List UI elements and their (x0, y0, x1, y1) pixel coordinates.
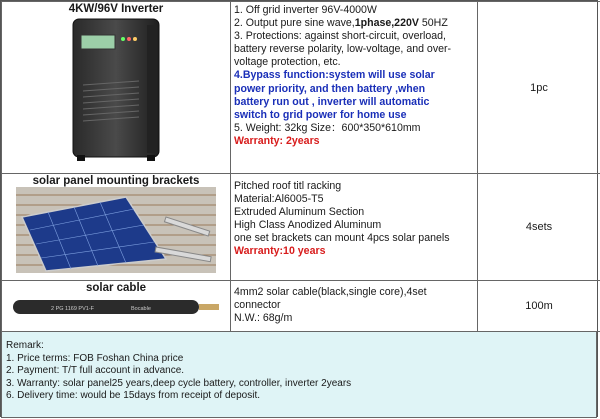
spec-line: Extruded Aluminum Section (234, 206, 365, 219)
solar-panel-image (16, 187, 216, 273)
solar-cable-image (11, 294, 221, 322)
brackets-description (231, 174, 478, 281)
spec-line: High Class Anodized Aluminum (234, 219, 382, 232)
cable-print: 2 PG 1169 PV1-F (51, 306, 95, 312)
remark-heading: Remark: (6, 340, 44, 351)
bypass-line: 4.Bypass function:system will use solar (234, 69, 435, 82)
inverter-description (231, 2, 478, 174)
spec-line: 1. Off grid inverter 96V-4000W (234, 4, 377, 16)
spec-line: 2. Output pure sine wave,1phase,220V 50HZ (234, 17, 448, 30)
spec-line: one set brackets can mount 4pcs solar panels (234, 232, 450, 245)
warranty-line: Warranty: 2years (234, 134, 320, 147)
remark-section (1, 332, 597, 418)
cable-image-cell (2, 281, 231, 332)
spec-line: Material:Al6005-T5 (234, 193, 324, 206)
spec-line: battery reverse polarity, low-voltage, and over- (234, 43, 452, 56)
spec-line: 3. Protections: against short-circuit, overload, (234, 30, 446, 43)
product-table (1, 1, 600, 332)
table-row-cable (2, 281, 600, 332)
inverter-image-cell (2, 2, 231, 174)
table-row-brackets (2, 174, 600, 281)
spec-line: connector (234, 299, 281, 312)
brackets-title: solar panel mounting brackets (32, 175, 200, 187)
brackets-quantity: 4sets (478, 174, 600, 281)
remark-item: 2. Payment: T/T full account in advance. (6, 365, 185, 377)
remark-item: 6. Delivery time: would be 15days from receipt of deposit. (6, 390, 261, 402)
inverter-image (51, 15, 181, 165)
bypass-line: switch to grid power for home use (234, 108, 407, 121)
cable-title: solar cable (85, 282, 147, 294)
spec-line: N.W.: 68g/m (234, 312, 293, 325)
bypass-line: power priority, and then battery ,when (234, 82, 426, 95)
remark-item: 1. Price terms: FOB Foshan China price (6, 352, 184, 364)
inverter-title: 4KW/96V Inverter (68, 3, 164, 15)
cable-print-brand: Bocable (131, 306, 151, 312)
spec-line: 5. Weight: 32kg Size：600*350*610mm (234, 121, 421, 134)
spec-line: 4mm2 solar cable(black,single core),4set (234, 286, 427, 298)
cable-quantity: 100m (478, 281, 600, 332)
remark-item: 3. Warranty: solar panel25 years,deep cycle battery, controller, inverter 2years (6, 377, 352, 389)
inverter-quantity: 1pc (478, 2, 600, 174)
spec-line: Pitched roof titl racking (234, 180, 342, 192)
cable-description (231, 281, 478, 332)
warranty-line: Warranty:10 years (234, 245, 326, 258)
bypass-line: battery run out , inverter will automatic (234, 95, 430, 108)
spec-line: voltage protection, etc. (234, 56, 341, 69)
brackets-image-cell (2, 174, 231, 281)
table-row-inverter (2, 2, 600, 174)
